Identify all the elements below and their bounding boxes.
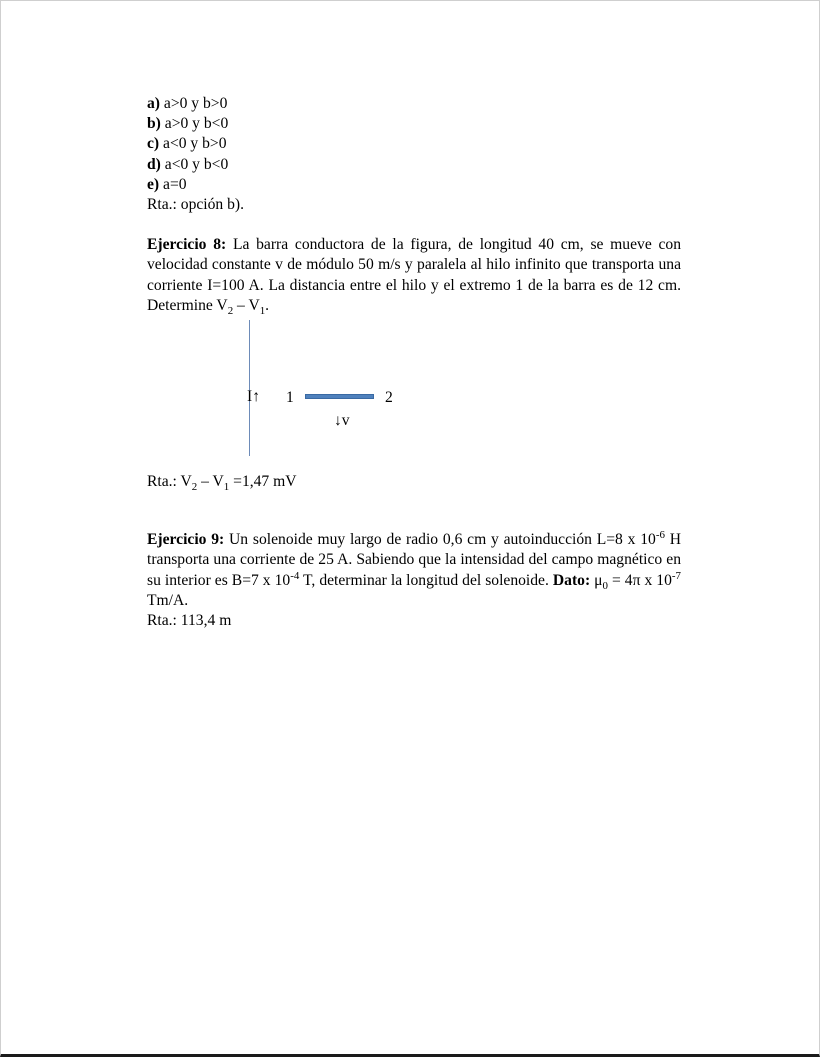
answer-9: Rta.: 113,4 m <box>147 612 232 630</box>
conducting-bar <box>305 394 374 399</box>
bar-end-2-label: 2 <box>385 389 393 407</box>
option-c: c) a<0 y b>0 <box>147 135 227 153</box>
exercise-9: Ejercicio 9: Un solenoide muy largo de radio 0,6 cm y autoinducción L=8 x $10^{-6}$ H transporta una corriente de 25 A. Sabiendo que la intensidad del campo magnético en su interior es B=7 x $10^{-4}$ T, determinar la longitud del solenoide. Dato: $\mu_0 = 4\pi$ x $10^{-7}$ Tm/A. <box>147 529 681 609</box>
current-label: I↑ <box>247 388 260 406</box>
velocity-label: ↓v <box>334 412 350 430</box>
bar-end-1-label: 1 <box>286 389 294 407</box>
answer-7: Rta.: opción b). <box>147 196 245 214</box>
exercise-8-title: Ejercicio 8: <box>147 236 227 254</box>
option-e: e) a=0 <box>147 175 187 193</box>
option-b: b) a>0 y b<0 <box>147 115 229 133</box>
exercise-9-title: Ejercicio 9: <box>147 531 225 549</box>
dato-label: Dato: <box>552 571 591 589</box>
option-d: d) a<0 y b<0 <box>147 155 229 173</box>
bar-and-wire-figure <box>147 320 681 472</box>
answer-8: Rta.: $V_2 - V_1 =1,47$ mV <box>147 473 297 494</box>
exercise-8-body: La barra conductora de la figura, de longitud 40 cm, se mueve con velocidad constante v de módulo 50 m/s y paralela al hilo infinito que transporta una corriente I=100 A. La distancia entre el hilo y el extremo 1 de la barra es de 12 cm. Determine V <box>147 236 681 314</box>
exercise-8: Ejercicio 8: La barra conductora de la figura, de longitud 40 cm, se mueve con velocidad constante v de módulo 50 m/s y paralela al hilo infinito que transporta una corriente I=100 A. La distancia entre el hilo y el extremo 1 de la barra es de 12 cm. Determine $V_2 - V_1$. <box>147 236 681 317</box>
answer-options <box>147 94 681 195</box>
option-a: a) a>0 y b>0 <box>147 95 228 112</box>
page-content <box>147 94 681 631</box>
